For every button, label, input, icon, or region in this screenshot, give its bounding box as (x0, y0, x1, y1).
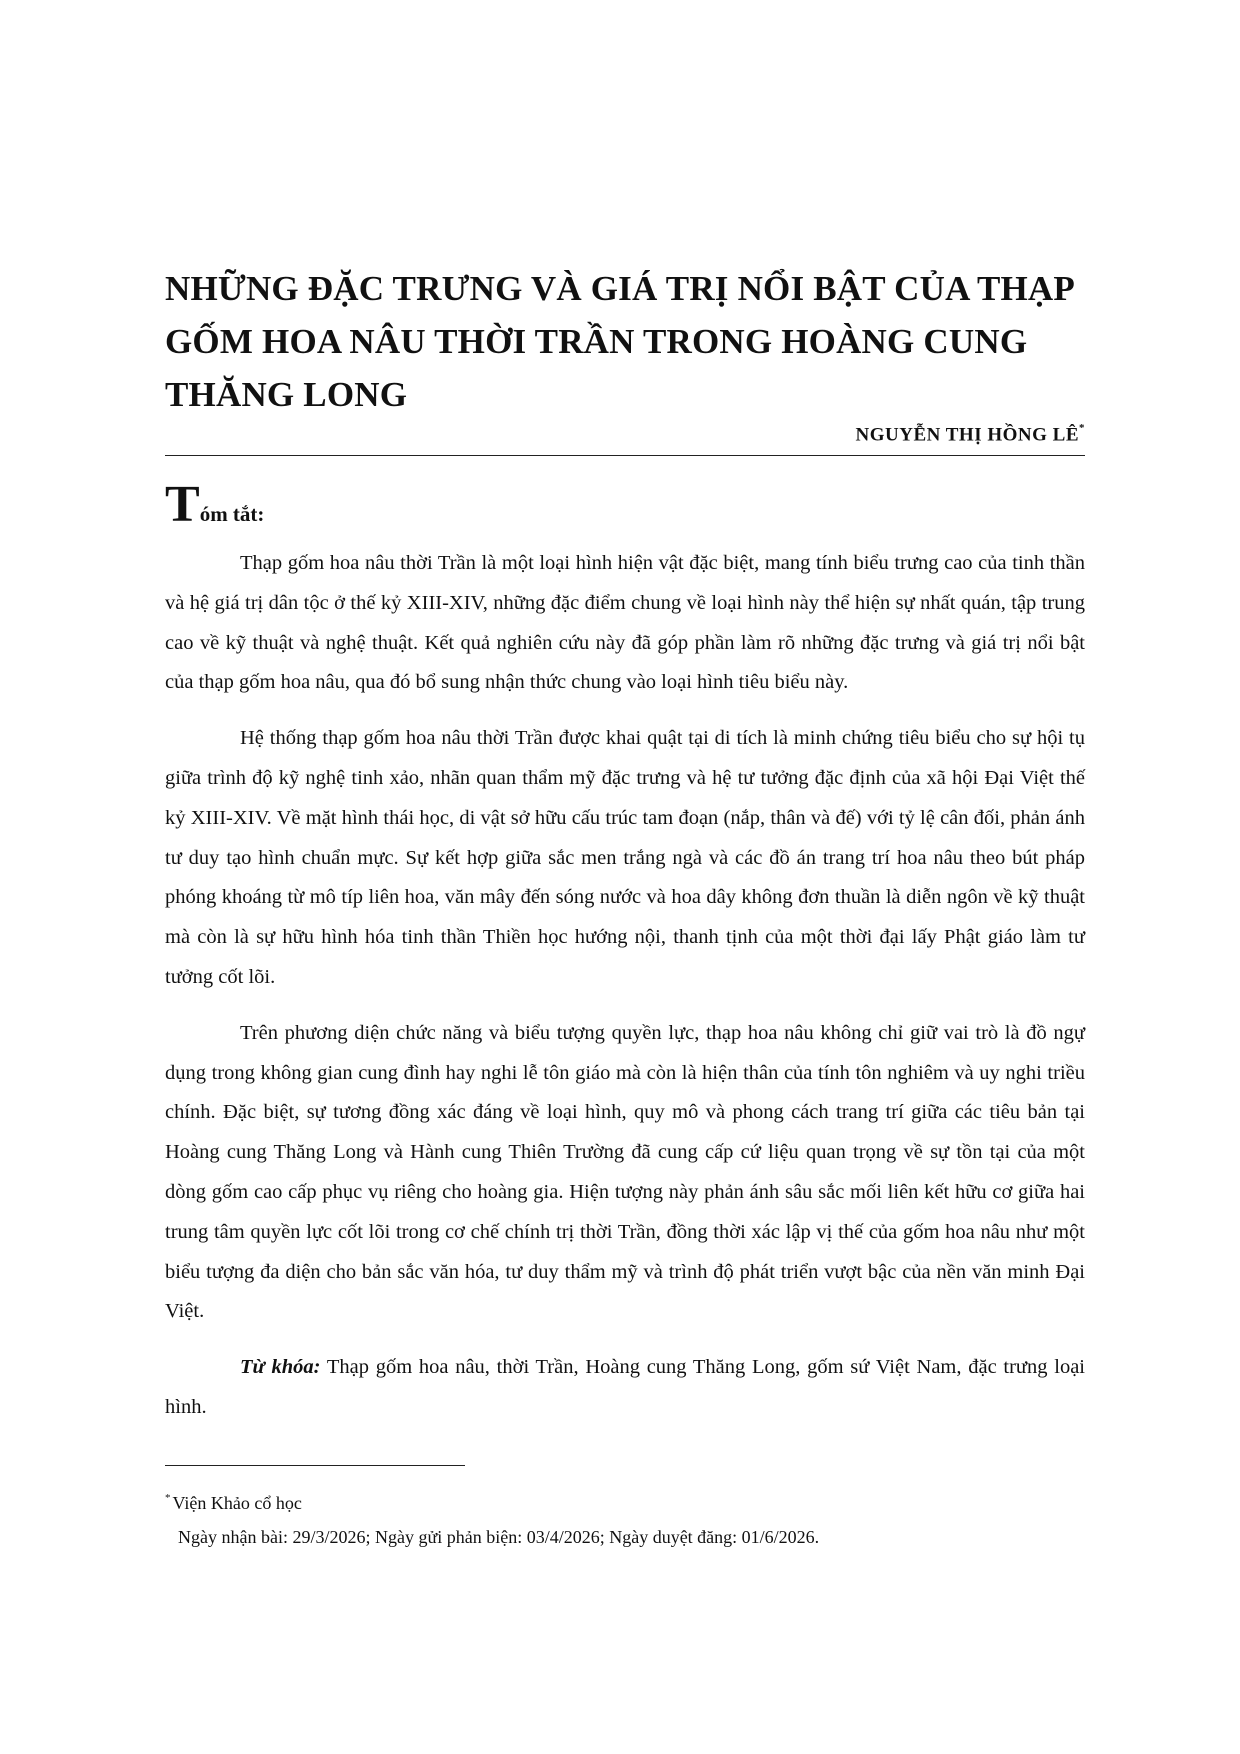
keywords-text: Thạp gốm hoa nâu, thời Trần, Hoàng cung Thăng Long, gốm sứ Việt Nam, đặc trưng loại hình. (165, 1356, 1085, 1418)
footnote-affiliation (165, 1482, 1085, 1520)
title-line: NHỮNG ĐẶC TRƯNG VÀ GIÁ TRỊ NỔI BẬT CỦA THẠP (165, 269, 1075, 308)
footnote-dates: Ngày nhận bài: 29/3/2026; Ngày gửi phản biện: 03/4/2026; Ngày duyệt đăng: 01/6/2026. (178, 1527, 820, 1547)
author-text: NGUYỄN THỊ HỒNG LÊ (855, 424, 1079, 446)
author-name (856, 424, 1086, 446)
article-title (165, 262, 1095, 421)
author-footnote-mark: * (1079, 422, 1085, 434)
abstract-paragraph: Hệ thống thạp gốm hoa nâu thời Trần được khai quật tại di tích là minh chứng tiêu biểu cho sự hội tụ giữa trình độ kỹ nghệ tinh xảo, nhãn quan thẩm mỹ đặc trưng và hệ tư tưởng đặc định của xã hội Đại Việt thế kỷ XIII-XIV. Về mặt hình thái học, di vật sở hữu cấu trúc tam đoạn (nắp, thân và đế) với tỷ lệ cân đối, phản ánh tư duy tạo hình chuẩn mực. Sự kết hợp giữa sắc men trắng ngà và các đồ án trang trí hoa nâu theo bút pháp phóng khoáng từ mô típ liên hoa, văn mây đến sóng nước và hoa dây không đơn thuần là diễn ngôn về kỹ thuật mà còn là sự hữu hình hóa tinh thần Thiền học hướng nội, thanh tịnh của một thời đại lấy Phật giáo làm tư tưởng cốt lõi. (165, 727, 1085, 988)
abstract-body (165, 544, 1085, 1444)
abstract-heading (165, 475, 264, 535)
keywords-label: Từ khóa: (240, 1356, 321, 1379)
keywords-paragraph (165, 1348, 1085, 1428)
title-divider (165, 455, 1085, 456)
affiliation-text: Viện Khảo cổ học (172, 1493, 302, 1513)
abstract-paragraph: Trên phương diện chức năng và biểu tượng quyền lực, thạp hoa nâu không chỉ giữ vai trò là đồ ngự dụng trong không gian cung đình hay nghi lễ tôn giáo mà còn là hiện thân của tính tôn nghiêm và uy nghi triều chính. Đặc biệt, sự tương đồng xác đáng về loại hình, quy mô và phong cách trang trí giữa các tiêu bản tại Hoàng cung Thăng Long và Hành cung Thiên Trường đã cung cấp cứ liệu quan trọng về sự tồn tại của một dòng gốm cao cấp phục vụ riêng cho hoàng gia. Hiện tượng này phản ánh sâu sắc mối liên kết hữu cơ giữa hai trung tâm quyền lực cốt lõi trong cơ chế chính trị thời Trần, đồng thời xác lập vị thế của gốm hoa nâu như một biểu tượng đa diện cho bản sắc văn hóa, tư duy thẩm mỹ và trình độ phát triển vượt bậc của nền văn minh Đại Việt. (165, 1021, 1085, 1323)
title-line: GỐM HOA NÂU THỜI TRẦN TRONG HOÀNG CUNG (165, 322, 1028, 361)
abstract-heading-rest: óm tắt: (199, 502, 265, 526)
abstract-paragraph: Thạp gốm hoa nâu thời Trần là một loại hình hiện vật đặc biệt, mang tính biểu trưng cao của tinh thần và hệ giá trị dân tộc ở thế kỷ XIII-XIV, những đặc điểm chung về loại hình này thể hiện sự nhất quán, tập trung cao về kỹ thuật và nghệ thuật. Kết quả nghiên cứu này đã góp phần làm rõ những đặc trưng và giá trị nổi bật của thạp gốm hoa nâu, qua đó bổ sung nhận thức chung vào loại hình tiêu biểu này. (165, 552, 1085, 694)
title-line: THĂNG LONG (165, 375, 408, 414)
footnotes (165, 1482, 1085, 1554)
footnote-divider (165, 1465, 465, 1466)
footnote-mark: * (165, 1492, 171, 1504)
abstract-drop-initial: T (165, 476, 200, 533)
